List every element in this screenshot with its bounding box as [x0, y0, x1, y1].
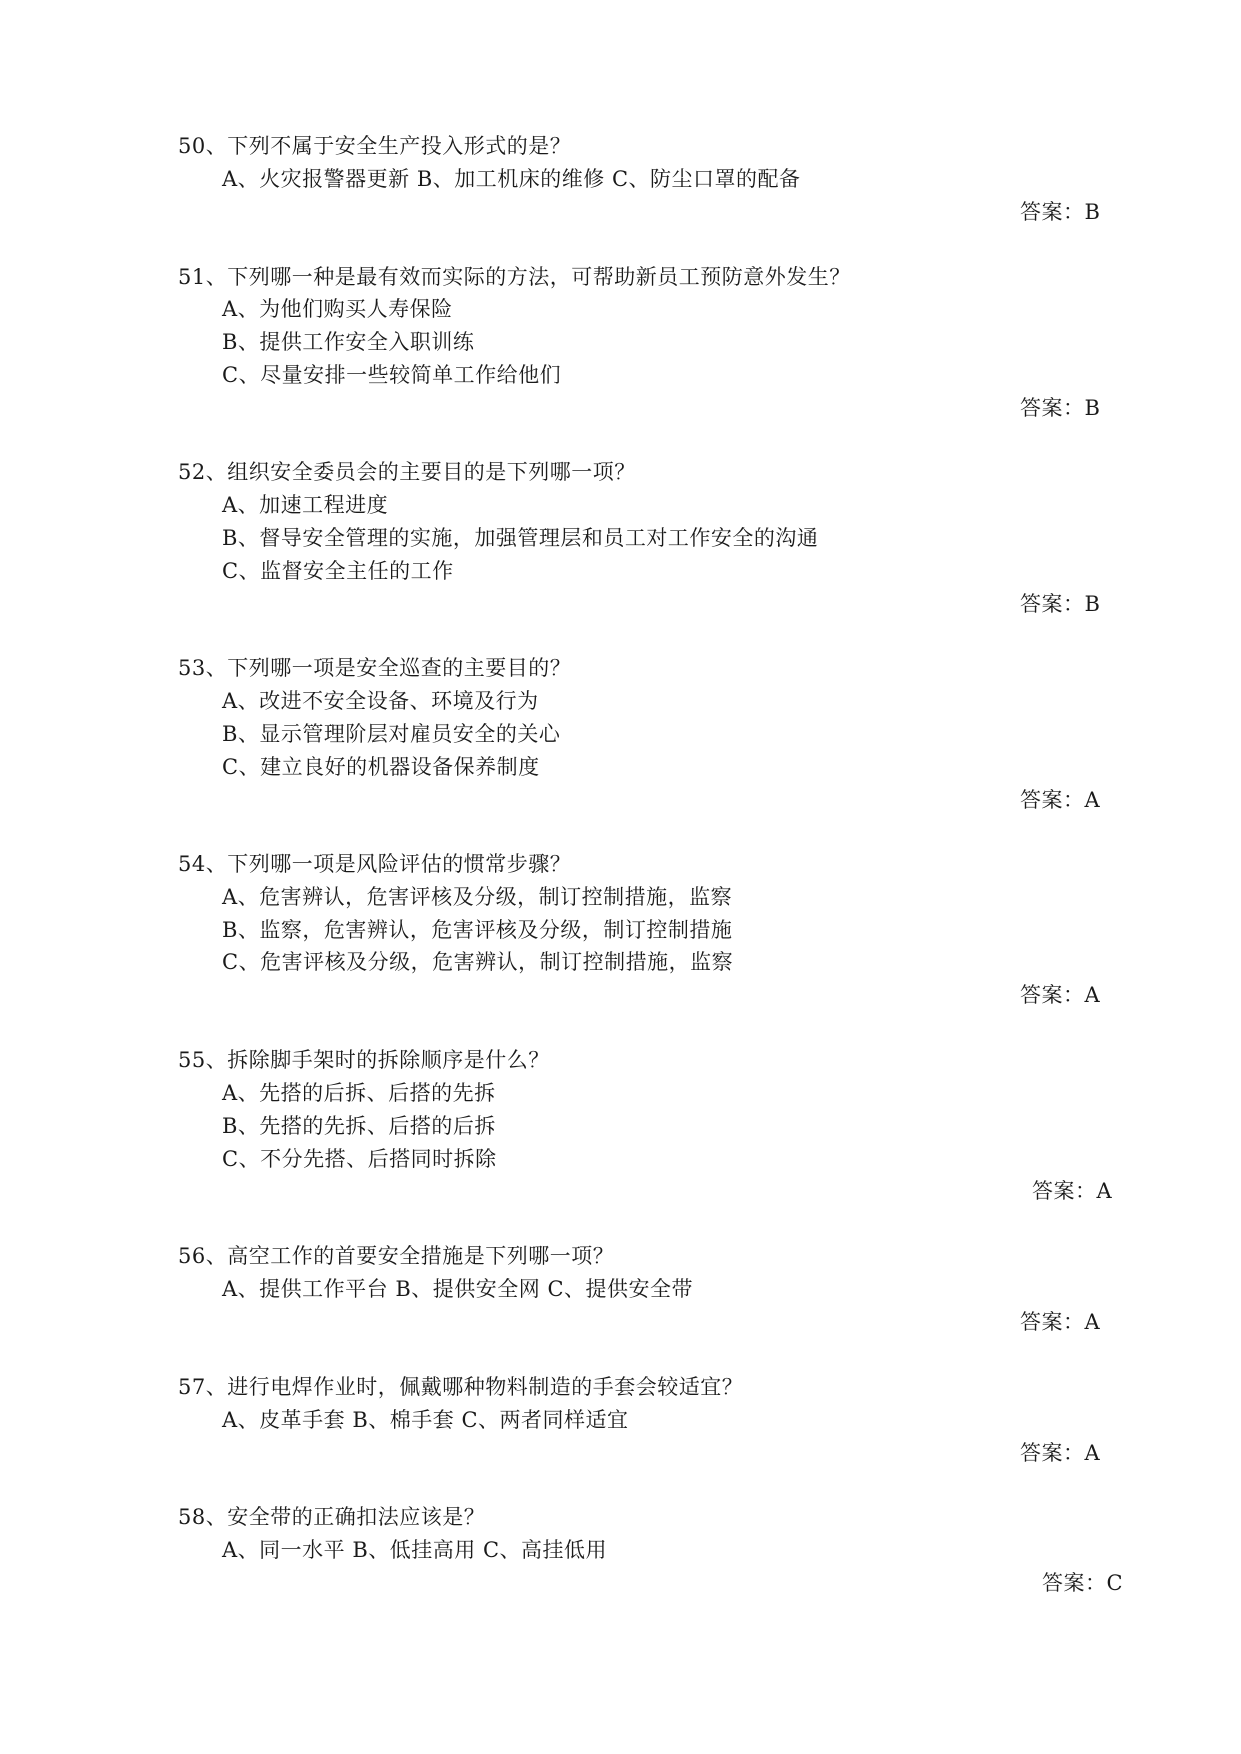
question-option: B、提供工作安全入职训练 [222, 330, 475, 354]
question-option: A、火灾报警器更新 B、加工机床的维修 C、防尘口罩的配备 [222, 167, 801, 191]
question-option: C、危害评核及分级，危害辨认，制订控制措施，监察 [222, 950, 734, 974]
question-option: A、提供工作平台 B、提供安全网 C、提供安全带 [222, 1277, 694, 1301]
question-answer: 答案：A [1032, 1179, 1113, 1203]
question-option: B、显示管理阶层对雇员安全的关心 [222, 722, 561, 746]
question-answer: 答案：B [1020, 592, 1101, 616]
question-option: A、危害辨认，危害评核及分级，制订控制措施，监察 [222, 885, 733, 909]
question-answer: 答案：A [1020, 788, 1101, 812]
question-option: C、不分先搭、后搭同时拆除 [222, 1147, 497, 1171]
question-title: 56、高空工作的首要安全措施是下列哪一项？ [178, 1244, 615, 1268]
question-option: B、先搭的先拆、后搭的后拆 [222, 1114, 496, 1138]
question-title: 51、下列哪一种是最有效而实际的方法，可帮助新员工预防意外发生？ [178, 265, 851, 289]
question-option: C、尽量安排一些较简单工作给他们 [222, 363, 562, 387]
question-title: 53、下列哪一项是安全巡查的主要目的？ [178, 656, 572, 680]
question-answer: 答案：A [1020, 1441, 1101, 1465]
question-option: B、督导安全管理的实施，加强管理层和员工对工作安全的沟通 [222, 526, 819, 550]
question-title: 52、组织安全委员会的主要目的是下列哪一项？ [178, 460, 636, 484]
question-option: A、加速工程进度 [222, 493, 389, 517]
question-title: 50、下列不属于安全生产投入形式的是？ [178, 134, 572, 158]
question-title: 55、拆除脚手架时的拆除顺序是什么？ [178, 1048, 550, 1072]
question-option: B、监察，危害辨认，危害评核及分级，制订控制措施 [222, 918, 733, 942]
question-answer: 答案：B [1020, 396, 1101, 420]
question-option: C、建立良好的机器设备保养制度 [222, 755, 540, 779]
question-answer: 答案：C [1042, 1571, 1124, 1595]
question-answer: 答案：A [1020, 983, 1101, 1007]
question-option: A、先搭的后拆、后搭的先拆 [222, 1081, 496, 1105]
question-answer: 答案：B [1020, 200, 1101, 224]
question-title: 58、安全带的正确扣法应该是？ [178, 1505, 486, 1529]
question-option: A、为他们购买人寿保险 [222, 297, 453, 321]
question-answer: 答案：A [1020, 1310, 1101, 1334]
question-option: A、改进不安全设备、环境及行为 [222, 689, 539, 713]
question-option: C、监督安全主任的工作 [222, 559, 454, 583]
question-title: 54、下列哪一项是风险评估的惯常步骤？ [178, 852, 572, 876]
question-title: 57、进行电焊作业时，佩戴哪种物料制造的手套会较适宜？ [178, 1375, 744, 1399]
question-option: A、皮革手套 B、棉手套 C、两者同样适宜 [222, 1408, 629, 1432]
question-option: A、同一水平 B、低挂高用 C、高挂低用 [222, 1538, 608, 1562]
